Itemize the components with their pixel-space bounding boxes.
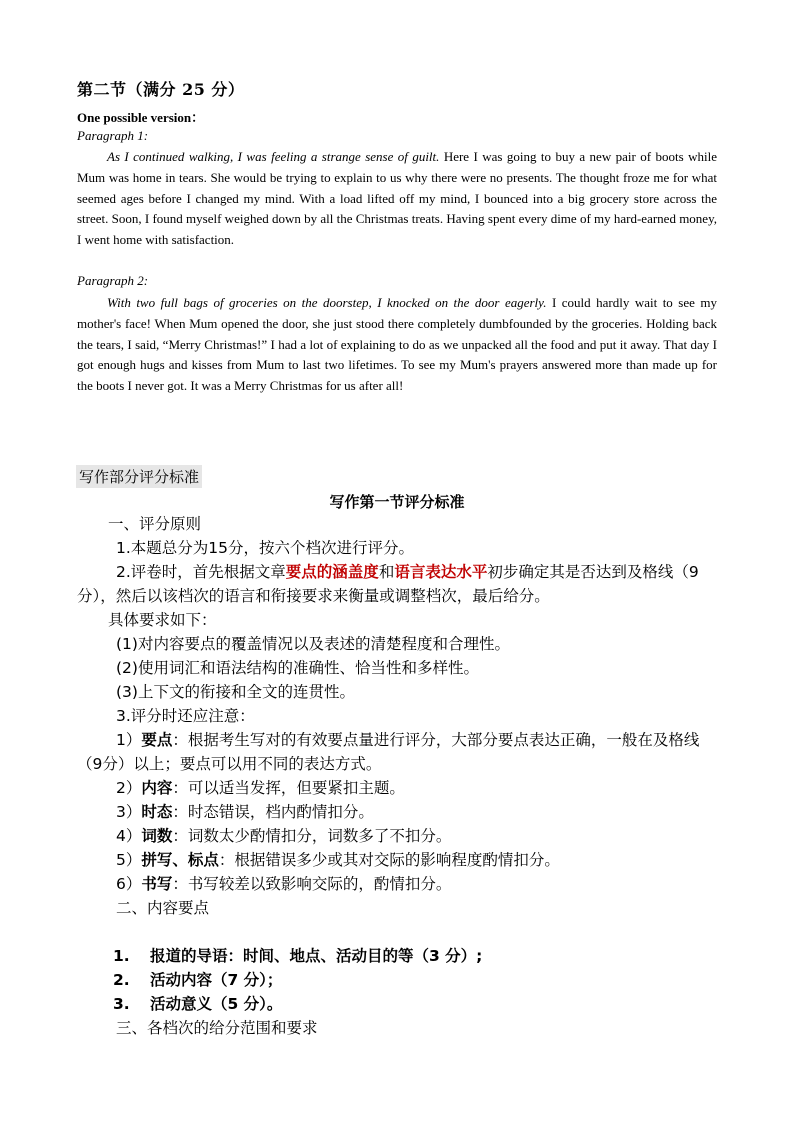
content-heading: 二、内容要点 (116, 899, 210, 917)
paragraph1-heading: Paragraph 1: (77, 128, 149, 143)
note3-text: ：时态错误，档内酌情扣分。 (172, 803, 374, 821)
levels-section (77, 1016, 722, 1040)
item2-highlight-coverage: 要点的涵盖度 (285, 563, 379, 581)
note-3 (77, 800, 722, 824)
paragraph2-heading: Paragraph 2: (77, 273, 149, 288)
paragraph1-lead: As I continued walking, I was feeling a strange sense of guilt. (107, 149, 440, 164)
notes-heading: 3.评分时还应注意： (116, 707, 255, 725)
content-point-text: 报道的导语：时间、地点、活动目的等（3 分）; (150, 947, 483, 965)
list-item (77, 992, 722, 1016)
note3-term: 时态 (141, 803, 173, 821)
paragraph1-text (77, 147, 717, 251)
note-2 (77, 776, 722, 800)
content-point-text: 活动内容（7 分）； (150, 971, 283, 989)
paragraph1-body: Here I was going to buy a new pair of boots while Mum was home in tears. She would be trying to explain to us why there were no presents. The thought froze me for what seemed ages before I changed my mind. With a load lifted off my mind, I bounced into a big grocery store across the street. Soon, I found myself weighed down by all the Christmas treats. Having spent every dime of my hard-earned money, I went home with satisfaction. (77, 149, 717, 248)
rubric-title: 写作第一节评分标准 (329, 493, 465, 511)
note2-term: 内容 (141, 779, 173, 797)
note5-num: 5） (116, 851, 142, 869)
requirements-heading: 具体要求如下： (108, 611, 217, 629)
list-item (77, 968, 722, 992)
note1-term: 要点 (141, 731, 173, 749)
list-item (77, 944, 722, 968)
note4-term: 词数 (141, 827, 173, 845)
note2-text: ：可以适当发挥，但要紧扣主题。 (172, 779, 405, 797)
item2-and: 和 (378, 563, 395, 581)
paragraph2-lead: With two full bags of groceries on the doorstep, I knocked on the door eagerly. (107, 295, 547, 310)
paragraph2-text (77, 293, 717, 397)
note5-text: ：根据错误多少或其对交际的影响程度酌情扣分。 (218, 851, 560, 869)
note-4 (77, 824, 722, 848)
principles-heading: 一、评分原则 (108, 515, 202, 533)
note4-text: ：词数太少酌情扣分，词数多了不扣分。 (172, 827, 452, 845)
note1-text: ：根据考生写对的有效要点量进行评分，大部分要点表达正确，一般在及格线（9分）以上；要点可以用不同的表达方式。 (77, 731, 700, 773)
requirement-1: (1)对内容要点的覆盖情况以及表述的清楚程度和合理性。 (116, 635, 510, 653)
content-point-num: 3. (113, 995, 130, 1013)
note2-num: 2） (116, 779, 142, 797)
content-points-list (77, 944, 722, 1016)
section-title: 第二节（满分 25 分） (77, 80, 245, 99)
requirement-3: (3)上下文的衔接和全文的连贯性。 (116, 683, 355, 701)
item2-text-rest: 初步确定其是否达到及格线（9分），然后以该档次的语言和衔接要求来衡量或调整档次，最后给分。 (77, 563, 699, 605)
principle-item-1: 1.本题总分为15分，按六个档次进行评分。 (116, 539, 415, 557)
note1-num: 1） (116, 731, 142, 749)
note6-text: ：书写较差以致影响交际的，酌情扣分。 (172, 875, 452, 893)
note-5 (77, 848, 722, 872)
item2-highlight-language: 语言表达水平 (394, 563, 488, 581)
note4-num: 4） (116, 827, 142, 845)
principle-item-2 (77, 560, 722, 608)
note-6 (77, 872, 722, 896)
requirement-2: (2)使用词汇和语法结构的准确性、恰当性和多样性。 (116, 659, 479, 677)
note6-term: 书写 (141, 875, 173, 893)
note-1 (77, 728, 722, 776)
note6-num: 6） (116, 875, 142, 893)
content-point-num: 1. (113, 947, 130, 965)
content-point-num: 2. (113, 971, 130, 989)
version-label: One possible version： (77, 110, 205, 125)
paragraph2-body: I could hardly wait to see my mother's face! When Mum opened the door, she just stood there completely dumbfounded by the groceries. Holding back the tears, I said, “Merry Christmas!” I had a lot of explaining to do as we unpacked all the food and put it away. That day I got enough hugs and kisses from Mum to last two lifetimes. To see my Mum's prayers answered more than made up for the boots I never got. It was a Merry Christmas for us after all! (77, 295, 717, 394)
content-point-text: 活动意义（5 分）。 (150, 995, 283, 1013)
note5-term: 拼写、标点 (141, 851, 219, 869)
levels-heading: 三、各档次的给分范围和要求 (116, 1019, 318, 1037)
rubric-tag: 写作部分评分标准 (76, 465, 202, 488)
item2-text: 2.评卷时，首先根据文章 (116, 563, 286, 581)
note3-num: 3） (116, 803, 142, 821)
principles-section (77, 512, 722, 920)
